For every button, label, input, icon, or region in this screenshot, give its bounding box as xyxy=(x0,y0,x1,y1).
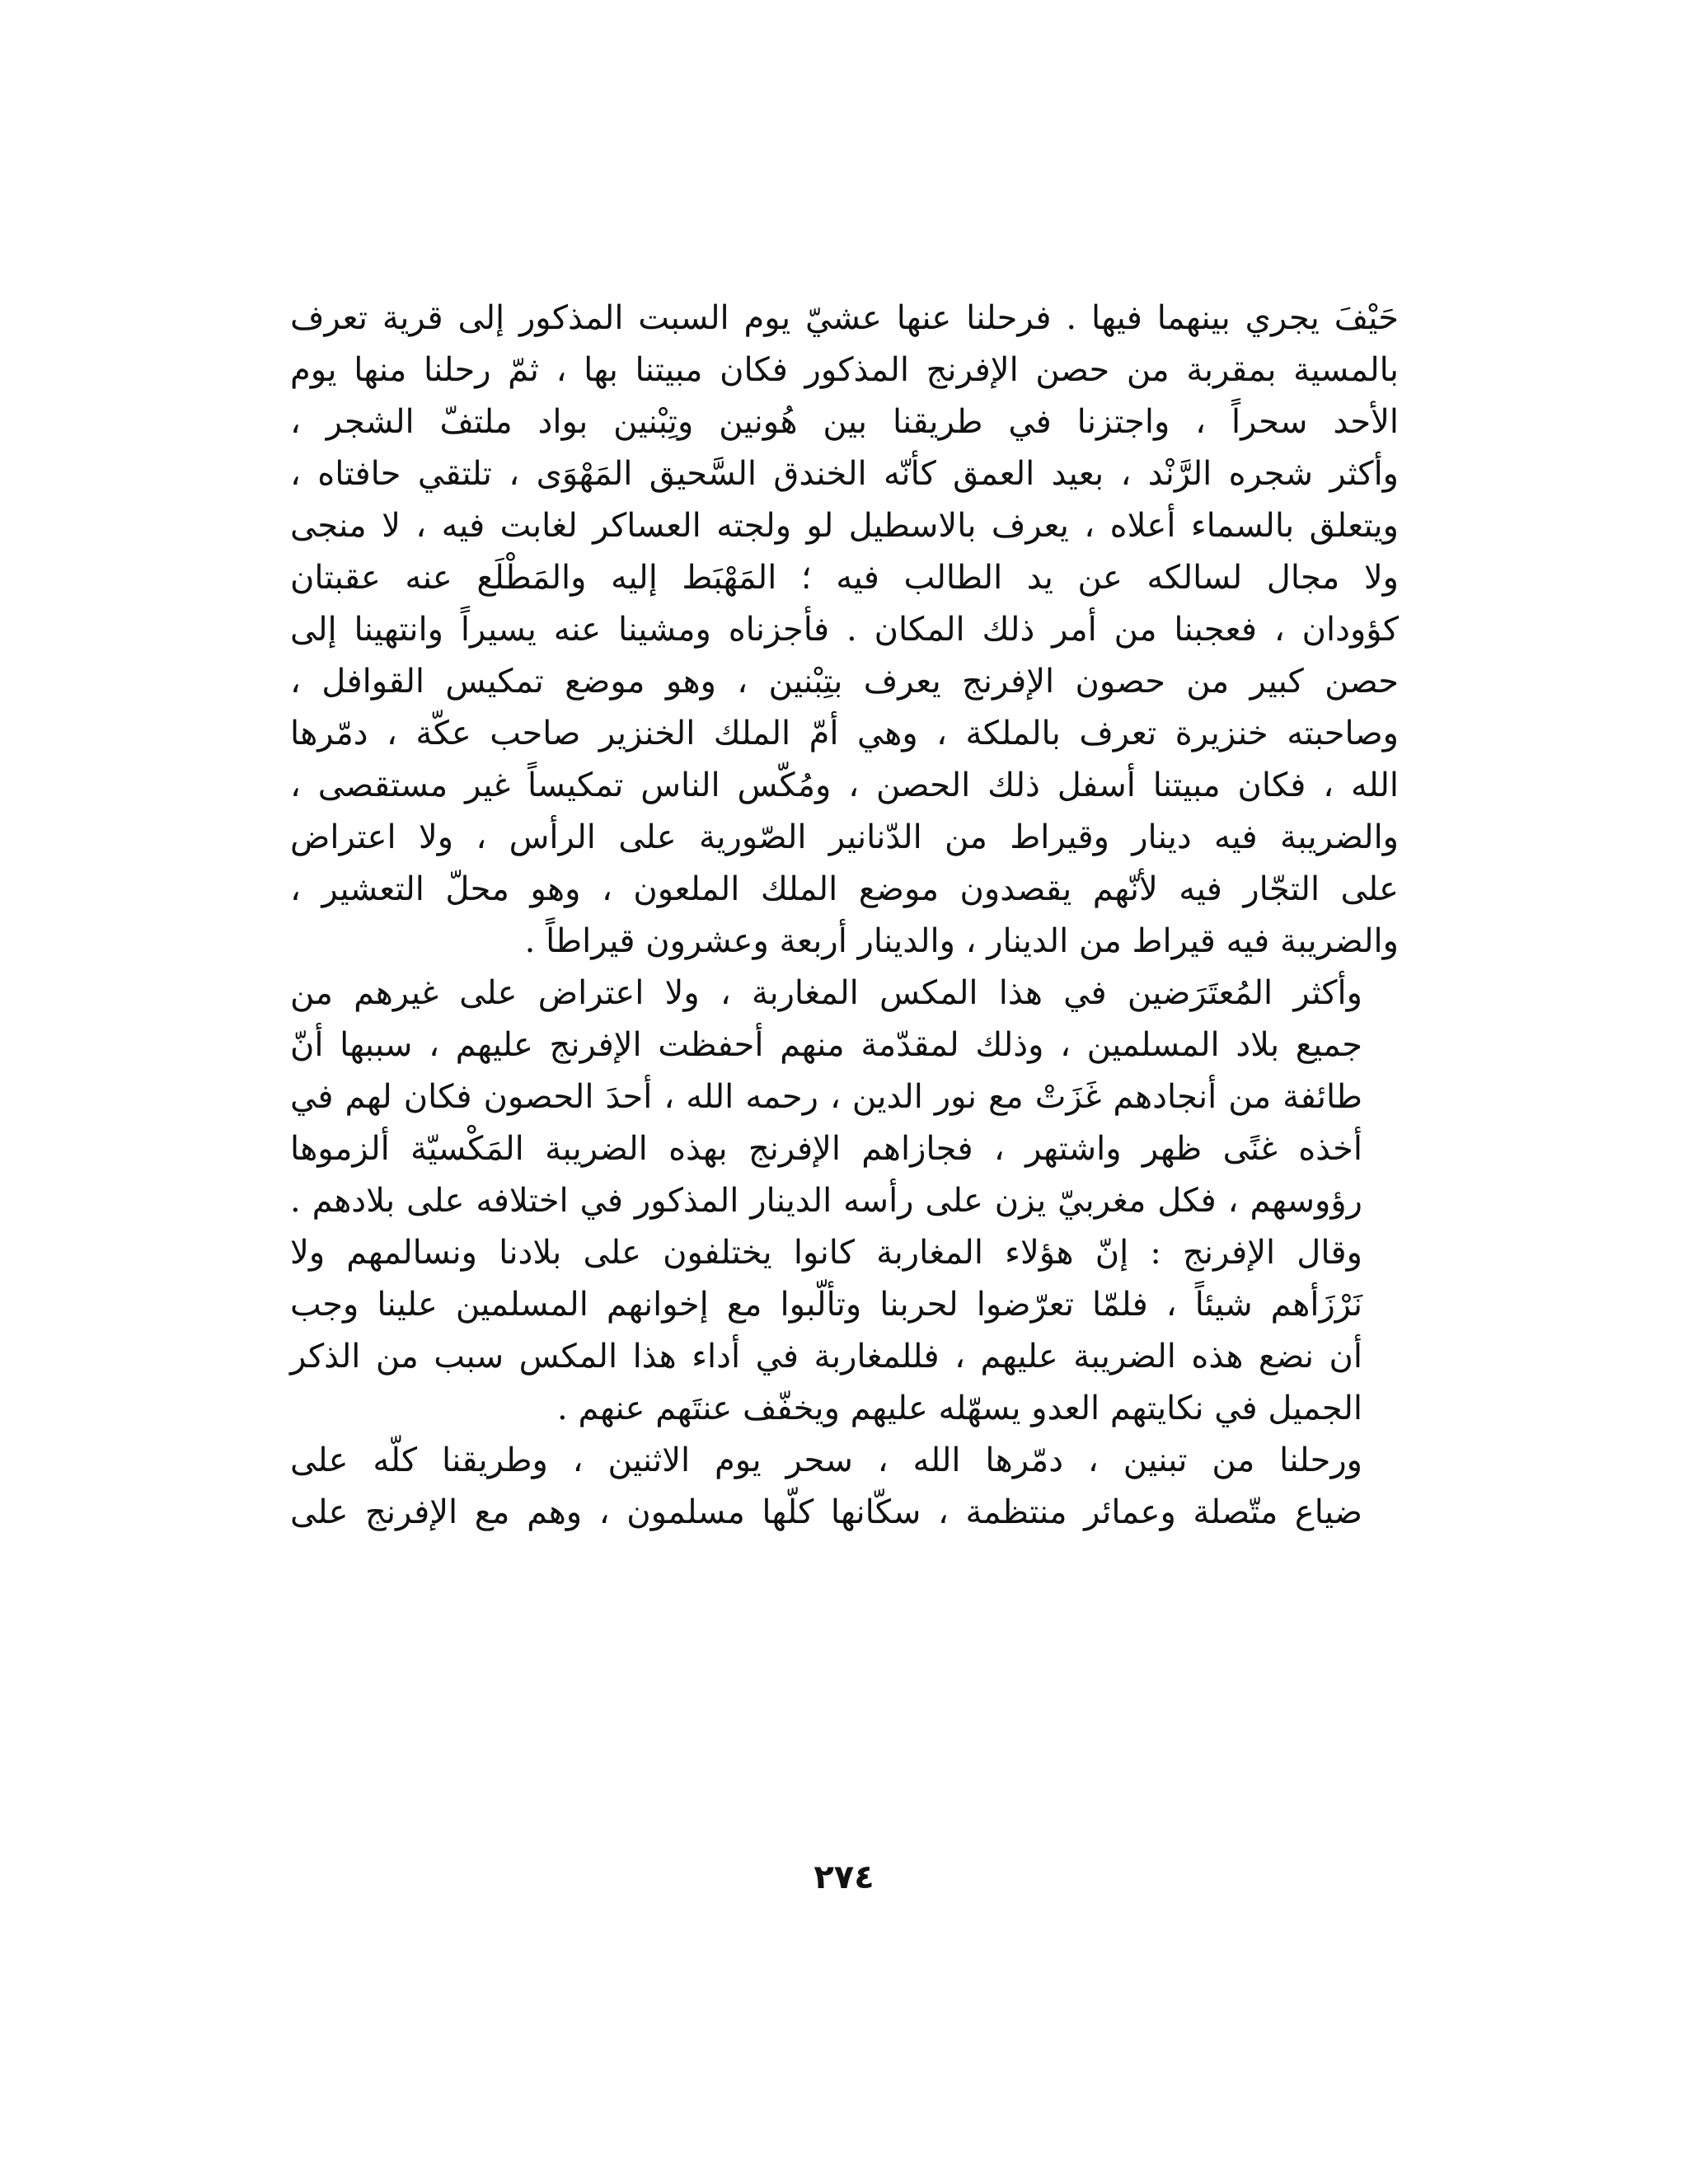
text-line: الجميل في نكايتهم العدو يسهّله عليهم ويخفّف عنتَهم عنهم . xyxy=(557,1390,1362,1427)
page-body xyxy=(290,293,1399,1539)
text-line: على التجّار فيه لأنّهم يقصدون موضع الملك الملعون ، وهو محلّ التعشير ، xyxy=(290,870,1399,908)
text-line: بالمسية بمقربة من حصن الإفرنج المذكور فكان مبيتنا بها ، ثمّ رحلنا منها يوم xyxy=(290,351,1399,389)
text-line: وصاحبته خنزيرة تعرف بالملكة ، وهي أمّ الملك الخنزير صاحب عكّة ، دمّرها xyxy=(290,715,1399,752)
text-line: وقال الإفرنج : إنّ هؤلاء المغاربة كانوا يختلفون على بلادنا ونسالمهم ولا xyxy=(290,1234,1362,1272)
text-line: كؤودان ، فعجبنا من أمر ذلك المكان . فأجزناه ومشينا عنه يسيراً وانتهينا إلى xyxy=(290,611,1399,649)
paragraph-2 xyxy=(290,968,1399,1435)
page-number: ٢٧٤ xyxy=(814,1858,874,1896)
text-line: رؤوسهم ، فكل مغربيّ يزن على رأسه الدينار المذكور في اختلافه على بلادهم . xyxy=(290,1182,1363,1220)
text-line: ضياع متّصلة وعمائر منتظمة ، سكّانها كلّها مسلمون ، وهم مع الإفرنج على xyxy=(290,1493,1362,1531)
paragraph-3 xyxy=(290,1435,1399,1539)
text-line: ولا مجال لسالكه عن يد الطالب فيه ؛ المَهْبَط إليه والمَطْلَع عنه عقبتان xyxy=(290,559,1399,597)
paragraph-1 xyxy=(290,293,1399,968)
text-line: ويتعلق بالسماء أعلاه ، يعرف بالاسطيل لو ولجته العساكر لغابت فيه ، لا منجى xyxy=(290,507,1399,545)
text-line: ورحلنا من تبنين ، دمّرها الله ، سحر يوم الاثنين ، وطريقنا كلّه على xyxy=(290,1441,1362,1479)
text-line: الأحد سحراً ، واجتزنا في طريقنا بين هُونين وتِبْنين بواد ملتفّ الشجر ، xyxy=(290,403,1399,441)
text-line: وأكثر شجره الرَّنْد ، بعيد العمق كأنّه الخندق السَّحيق المَهْوَى ، تلتقي حافتاه ، xyxy=(290,455,1399,493)
text-line: حصن كبير من حصون الإفرنج يعرف بتِبْنين ، وهو موضع تمكيس القوافل ، xyxy=(290,663,1399,701)
text-line: وأكثر المُعتَرَضين في هذا المكس المغاربة ، ولا اعتراض على غيرهم من xyxy=(290,974,1362,1012)
text-line: أن نضع هذه الضريبة عليهم ، فللمغاربة في أداء هذا المكس سبب من الذكر xyxy=(290,1338,1362,1376)
text-line: والضريبة فيه قيراط من الدينار ، والدينار أربعة وعشرون قيراطاً . xyxy=(524,922,1399,960)
text-line: والضريبة فيه دينار وقيراط من الدّنانير الصّورية على الرأس ، ولا اعتراض xyxy=(290,818,1399,856)
text-line: نَرْزَأهم شيئاً ، فلمّا تعرّضوا لحربنا وتألّبوا مع إخوانهم المسلمين علينا وجب xyxy=(290,1286,1362,1324)
text-line: طائفة من أنجادهم غَزَتْ مع نور الدين ، رحمه الله ، أحدَ الحصون فكان لهم في xyxy=(290,1078,1362,1116)
text-line: حَيْفَ يجري بينهما فيها . فرحلنا عنها عشيّ يوم السبت المذكور إلى قرية تعرف xyxy=(290,299,1399,337)
text-line: جميع بلاد المسلمين ، وذلك لمقدّمة منهم أحفظت الإفرنج عليهم ، سببها أنّ xyxy=(290,1026,1362,1064)
text-line: الله ، فكان مبيتنا أسفل ذلك الحصن ، ومُكّس الناس تمكيساً غير مستقصى ، xyxy=(290,766,1399,804)
text-line: أخذه غنًى ظهر واشتهر ، فجازاهم الإفرنج بهذه الضريبة المَكْسيّة ألزموها xyxy=(290,1130,1362,1168)
